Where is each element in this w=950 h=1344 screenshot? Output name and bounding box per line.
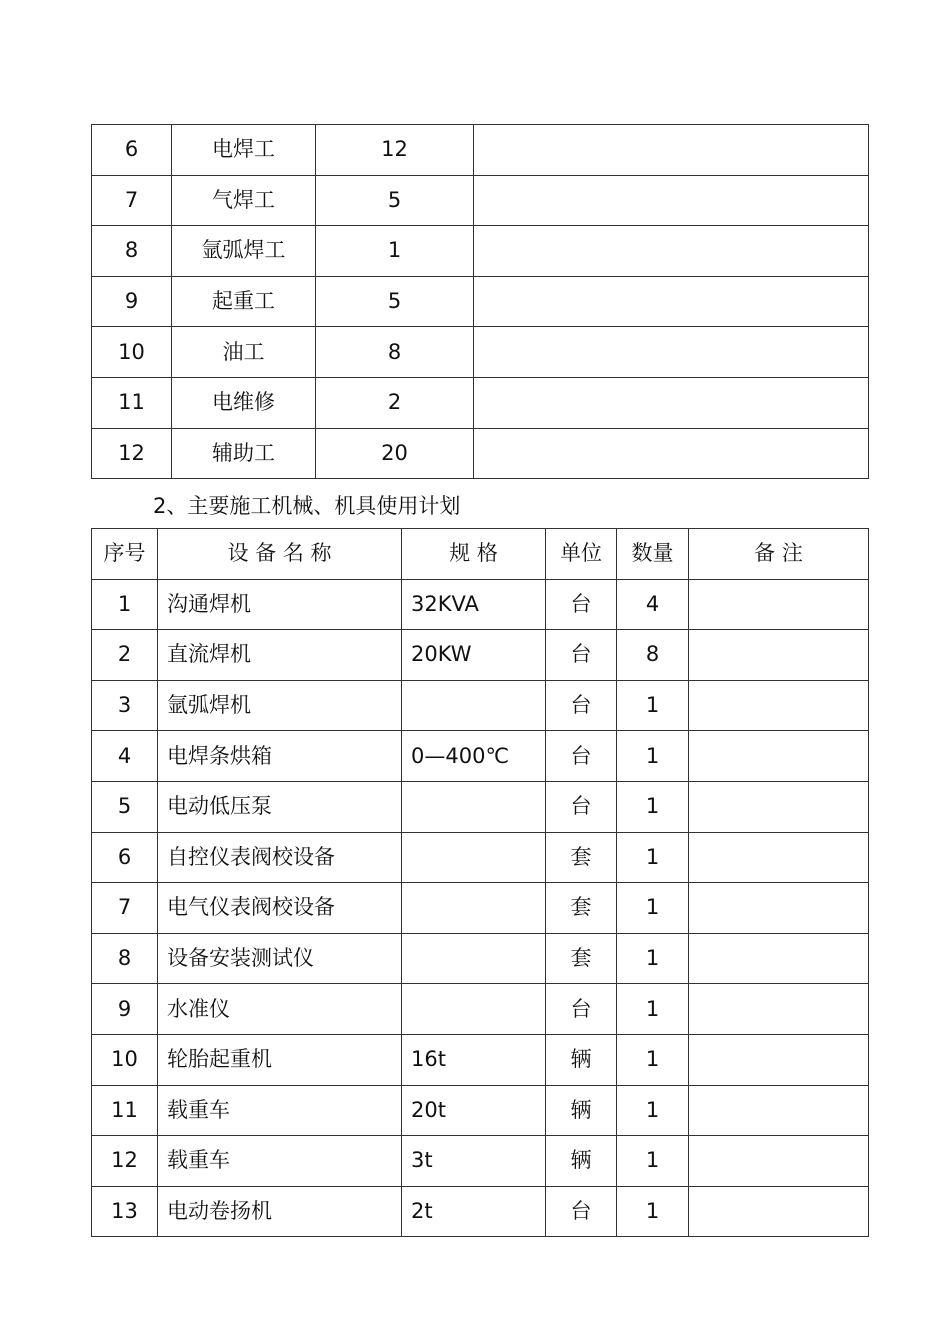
row-number: 7 — [92, 175, 172, 226]
equipment-spec — [402, 933, 546, 984]
row-number: 5 — [92, 781, 158, 832]
row-number: 12 — [92, 428, 172, 479]
equipment-spec: 16t — [402, 1034, 546, 1085]
equipment-qty: 1 — [617, 984, 689, 1035]
row-number: 13 — [92, 1186, 158, 1237]
worker-count: 5 — [316, 175, 474, 226]
table-row — [92, 579, 869, 630]
section-heading: 2、主要施工机械、机具使用计划 — [153, 494, 461, 518]
equipment-spec: 2t — [402, 1186, 546, 1237]
row-number: 12 — [92, 1136, 158, 1187]
equipment-name: 电焊条烘箱 — [158, 731, 402, 782]
equipment-name: 氩弧焊机 — [158, 680, 402, 731]
equipment-qty: 1 — [617, 1186, 689, 1237]
remark — [689, 680, 869, 731]
equipment-unit: 台 — [546, 984, 617, 1035]
equipment-qty: 1 — [617, 933, 689, 984]
worker-count: 20 — [316, 428, 474, 479]
equipment-qty: 1 — [617, 1136, 689, 1187]
table-row — [92, 984, 869, 1035]
trade-name: 氩弧焊工 — [172, 226, 316, 277]
row-number: 3 — [92, 680, 158, 731]
equipment-name: 直流焊机 — [158, 630, 402, 681]
table-row — [92, 630, 869, 681]
remark — [689, 883, 869, 934]
column-header-no: 序号 — [92, 529, 158, 580]
trade-name: 气焊工 — [172, 175, 316, 226]
equipment-qty: 8 — [617, 630, 689, 681]
table-row — [92, 781, 869, 832]
remark — [689, 579, 869, 630]
equipment-unit: 套 — [546, 883, 617, 934]
remark — [474, 125, 869, 176]
trade-name: 电焊工 — [172, 125, 316, 176]
table-row — [92, 377, 869, 428]
equipment-spec: 0—400℃ — [402, 731, 546, 782]
equipment-spec — [402, 680, 546, 731]
table-row — [92, 428, 869, 479]
equipment-qty: 1 — [617, 1085, 689, 1136]
table-row — [92, 731, 869, 782]
row-number: 6 — [92, 832, 158, 883]
column-header-note: 备 注 — [689, 529, 869, 580]
equipment-qty: 1 — [617, 731, 689, 782]
equipment-spec: 20t — [402, 1085, 546, 1136]
equipment-name: 电气仪表阀校设备 — [158, 883, 402, 934]
row-number: 7 — [92, 883, 158, 934]
row-number: 2 — [92, 630, 158, 681]
equipment-unit: 台 — [546, 781, 617, 832]
table-row — [92, 226, 869, 277]
equipment-spec: 32KVA — [402, 579, 546, 630]
remark — [689, 781, 869, 832]
remark — [689, 1136, 869, 1187]
equipment-qty: 1 — [617, 1034, 689, 1085]
row-number: 10 — [92, 1034, 158, 1085]
row-number: 4 — [92, 731, 158, 782]
column-header-qty: 数量 — [617, 529, 689, 580]
table-row — [92, 933, 869, 984]
equipment-spec: 3t — [402, 1136, 546, 1187]
equipment-unit: 台 — [546, 579, 617, 630]
table-row — [92, 276, 869, 327]
worker-count: 8 — [316, 327, 474, 378]
row-number: 8 — [92, 226, 172, 277]
remark — [689, 1034, 869, 1085]
trade-name: 辅助工 — [172, 428, 316, 479]
table-header-row — [92, 529, 869, 580]
equipment-spec — [402, 883, 546, 934]
equipment-unit: 辆 — [546, 1085, 617, 1136]
table-row — [92, 175, 869, 226]
table-row — [92, 1034, 869, 1085]
table-row — [92, 680, 869, 731]
column-header-name: 设 备 名 称 — [158, 529, 402, 580]
equipment-name: 沟通焊机 — [158, 579, 402, 630]
equipment-spec — [402, 832, 546, 883]
equipment-table — [91, 528, 869, 1237]
worker-count: 12 — [316, 125, 474, 176]
equipment-name: 自控仪表阀校设备 — [158, 832, 402, 883]
remark — [689, 1085, 869, 1136]
remark — [474, 327, 869, 378]
equipment-unit: 台 — [546, 630, 617, 681]
remark — [689, 984, 869, 1035]
row-number: 1 — [92, 579, 158, 630]
remark — [474, 428, 869, 479]
column-header-spec: 规 格 — [402, 529, 546, 580]
equipment-qty: 1 — [617, 680, 689, 731]
row-number: 6 — [92, 125, 172, 176]
table-row — [92, 1186, 869, 1237]
equipment-unit: 台 — [546, 731, 617, 782]
row-number: 8 — [92, 933, 158, 984]
table-row — [92, 125, 869, 176]
remark — [474, 175, 869, 226]
equipment-qty: 1 — [617, 781, 689, 832]
equipment-name: 设备安装测试仪 — [158, 933, 402, 984]
row-number: 11 — [92, 1085, 158, 1136]
remark — [689, 630, 869, 681]
remark — [689, 1186, 869, 1237]
labor-table — [91, 124, 869, 479]
trade-name: 起重工 — [172, 276, 316, 327]
table-row — [92, 327, 869, 378]
table-row — [92, 832, 869, 883]
remark — [474, 377, 869, 428]
worker-count: 1 — [316, 226, 474, 277]
equipment-unit: 套 — [546, 832, 617, 883]
equipment-qty: 1 — [617, 832, 689, 883]
equipment-name: 载重车 — [158, 1136, 402, 1187]
equipment-unit: 辆 — [546, 1136, 617, 1187]
remark — [689, 731, 869, 782]
equipment-qty: 1 — [617, 883, 689, 934]
equipment-spec: 20KW — [402, 630, 546, 681]
equipment-unit: 辆 — [546, 1034, 617, 1085]
trade-name: 油工 — [172, 327, 316, 378]
equipment-qty: 4 — [617, 579, 689, 630]
equipment-name: 电动低压泵 — [158, 781, 402, 832]
row-number: 9 — [92, 276, 172, 327]
equipment-name: 载重车 — [158, 1085, 402, 1136]
remark — [689, 933, 869, 984]
row-number: 10 — [92, 327, 172, 378]
table-row — [92, 1136, 869, 1187]
equipment-unit: 台 — [546, 1186, 617, 1237]
equipment-unit: 套 — [546, 933, 617, 984]
table-row — [92, 883, 869, 934]
equipment-name: 电动卷扬机 — [158, 1186, 402, 1237]
equipment-name: 水准仪 — [158, 984, 402, 1035]
remark — [689, 832, 869, 883]
equipment-name: 轮胎起重机 — [158, 1034, 402, 1085]
table-row — [92, 1085, 869, 1136]
equipment-unit: 台 — [546, 680, 617, 731]
worker-count: 2 — [316, 377, 474, 428]
equipment-spec — [402, 984, 546, 1035]
trade-name: 电维修 — [172, 377, 316, 428]
column-header-unit: 单位 — [546, 529, 617, 580]
row-number: 9 — [92, 984, 158, 1035]
worker-count: 5 — [316, 276, 474, 327]
equipment-spec — [402, 781, 546, 832]
remark — [474, 226, 869, 277]
remark — [474, 276, 869, 327]
row-number: 11 — [92, 377, 172, 428]
